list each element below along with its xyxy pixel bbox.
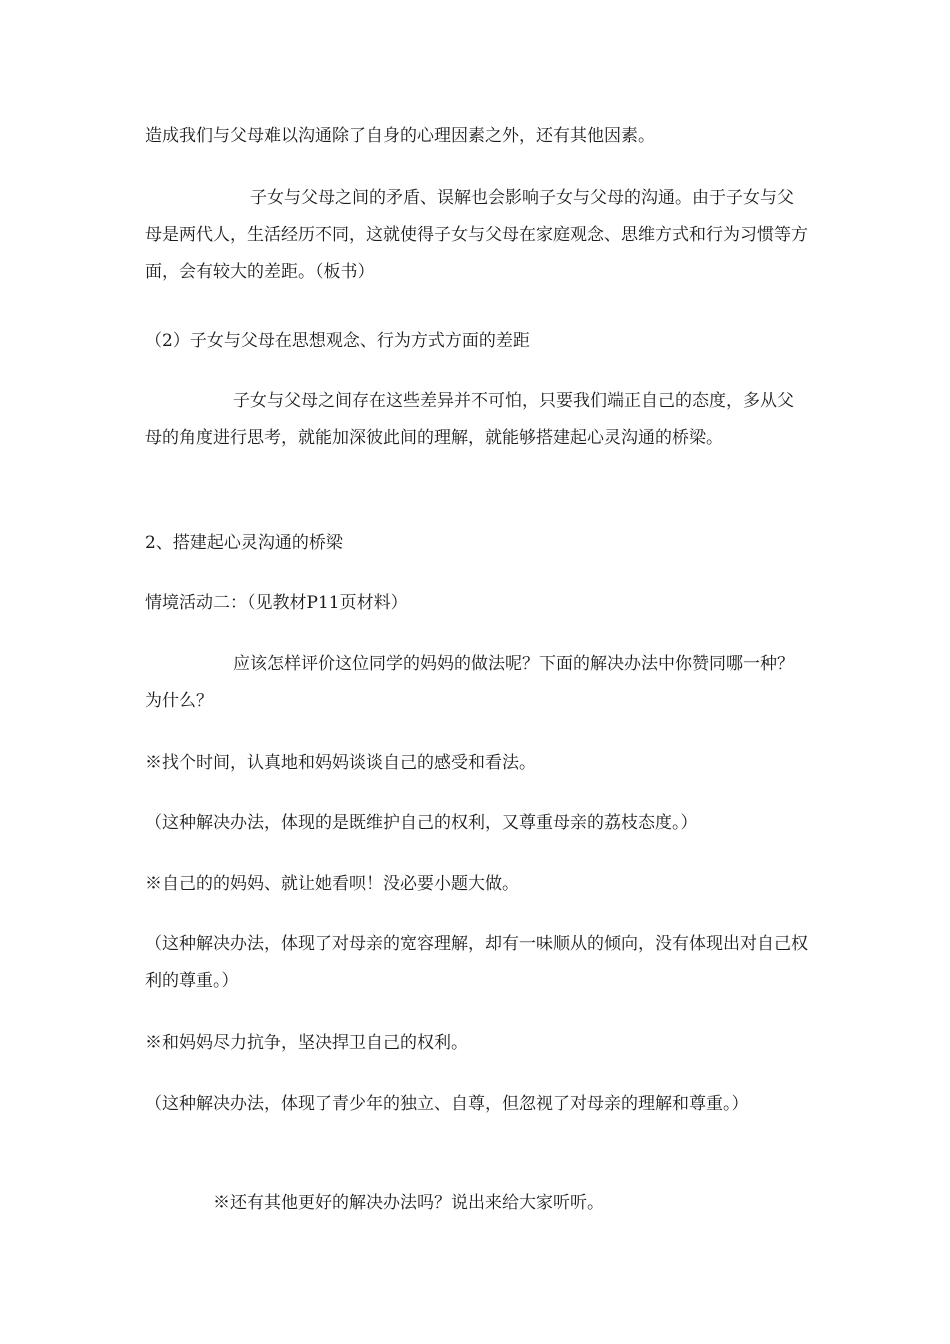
paragraph-question: 应该怎样评价这位同学的妈妈的做法呢？下面的解决办法中你赞同哪一种？为什么？: [145, 654, 794, 711]
option-1-comment: （这种解决办法，体现的是既维护自己的权利，又尊重母亲的荔枝态度。）: [145, 813, 698, 833]
option-2: ※自己的的妈妈、就让她看呗！没必要小题大做。: [145, 874, 519, 894]
heading-scenario-activity-2: 情境活动二：（见教材P11页材料）: [145, 593, 408, 613]
paragraph-other-factors: 造成我们与父母难以沟通除了自身的心理因素之外，还有其他因素。: [145, 126, 655, 146]
option-1: ※找个时间，认真地和妈妈谈谈自己的感受和看法。: [145, 753, 536, 773]
heading-gap-in-thinking: （2）子女与父母在思想观念、行为方式方面的差距: [145, 331, 530, 351]
option-4-question: ※还有其他更好的解决办法吗？说出来给大家听听。: [213, 1193, 604, 1213]
paragraph-differences: 子女与父母之间存在这些差异并不可怕，只要我们端正自己的态度，多从父母的角度进行思考，就能加深彼此间的理解，就能够搭建起心灵沟通的桥梁。: [145, 391, 794, 448]
option-2-comment: （这种解决办法，体现了对母亲的宽容理解，却有一味顺从的倾向，没有体现出对自己权利的尊重。）: [145, 934, 808, 991]
paragraph-conflicts: 子女与父母之间的矛盾、误解也会影响子女与父母的沟通。由于子女与父母是两代人，生活经历不同，这就使得子女与父母在家庭观念、思维方式和行为习惯等方面，会有较大的差距。（板书）: [145, 188, 808, 282]
option-3-comment: （这种解决办法，体现了青少年的独立、自尊，但忽视了对母亲的理解和尊重。）: [145, 1094, 749, 1114]
heading-build-bridge: 2、搭建起心灵沟通的桥梁: [145, 533, 343, 553]
option-3: ※和妈妈尽力抗争，坚决捍卫自己的权利。: [145, 1033, 468, 1053]
